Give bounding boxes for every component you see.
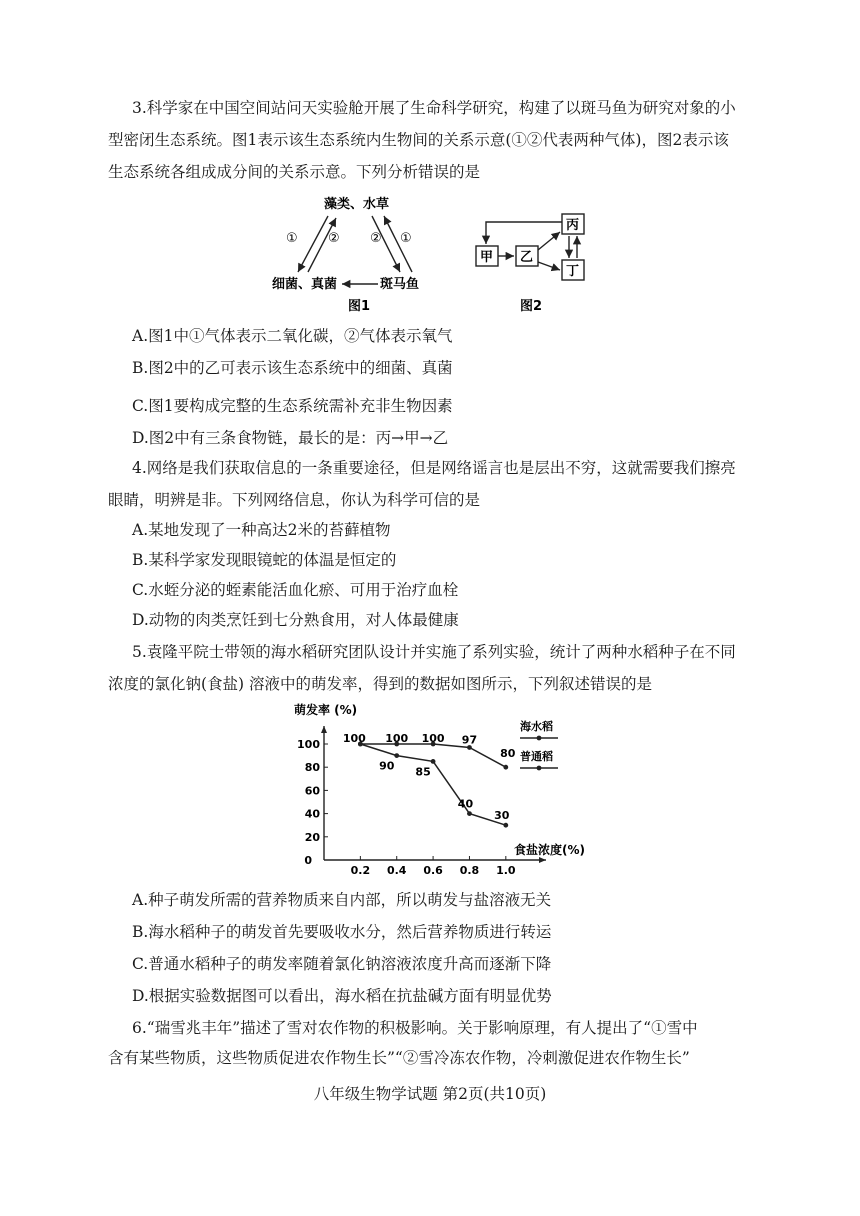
q4-stem-line2: 眼睛，明辨是非。下列网络信息，你认为科学可信的是 bbox=[108, 491, 481, 509]
fig2-caption: 图2 bbox=[520, 299, 543, 314]
data-point bbox=[503, 823, 508, 828]
fig1-caption: 图1 bbox=[348, 299, 371, 314]
q3-stem-line2: 型密闭生态系统。图1表示该生态系统内生物间的关系示意(①②代表两种气体)，图2表示该 bbox=[108, 131, 729, 149]
chart-legend bbox=[520, 719, 558, 770]
y-tick-label: 80 bbox=[304, 761, 320, 775]
figure-1-diagram bbox=[268, 192, 448, 314]
q5-option-b: B.海水稻种子的萌发首先要吸收水分，然后营养物质进行转运 bbox=[132, 923, 552, 941]
q5-option-a: A.种子萌发所需的营养物质来自内部，所以萌发与盐溶液无关 bbox=[132, 891, 552, 909]
q6-stem-line2: 含有某些物质，这些物质促进农作物生长”“②雪冷冻农作物，冷刺激促进农作物生长” bbox=[108, 1049, 690, 1067]
q3-option-a: A.图1中①气体表示二氧化碳，②气体表示氧气 bbox=[132, 327, 453, 345]
q5-option-d: D.根据实验数据图可以看出，海水稻在抗盐碱方面有明显优势 bbox=[132, 987, 552, 1005]
x-tick-label: 0.6 bbox=[423, 864, 443, 877]
legend-swatch-dot bbox=[537, 766, 542, 771]
figure-2-diagram bbox=[470, 192, 590, 314]
q5-option-c: C.普通水稻种子的萌发率随着氯化钠溶液浓度升高而逐渐下降 bbox=[132, 955, 552, 973]
q3-stem-line1: 3.科学家在中国空间站问天实验舱开展了生命科学研究，构建了以斑马鱼为研究对象的小 bbox=[132, 99, 736, 117]
data-point bbox=[394, 753, 399, 758]
fig2-node-d-label: 丁 bbox=[566, 264, 580, 279]
q4-option-c: C.水蛭分泌的蛭素能活血化瘀、可用于治疗血栓 bbox=[132, 581, 459, 599]
x-axis-label: 食盐浓度(%) bbox=[514, 843, 585, 857]
y-tick-label: 20 bbox=[304, 830, 320, 844]
fig1-marker1-left: ① bbox=[286, 231, 298, 246]
q3-option-b: B.图2中的乙可表示该生态系统中的细菌、真菌 bbox=[132, 359, 453, 377]
data-point bbox=[503, 765, 508, 770]
q4-option-a: A.某地发现了一种高达2米的苔藓植物 bbox=[132, 521, 391, 539]
fig2-arrow-c-to-a bbox=[486, 222, 562, 244]
data-label: 80 bbox=[500, 747, 516, 761]
fig1-right-label: 斑马鱼 bbox=[380, 277, 420, 292]
data-label: 100 bbox=[385, 732, 409, 745]
q5-stem-line2: 浓度的氯化钠(食盐) 溶液中的萌发率，得到的数据如图所示，下列叙述错误的是 bbox=[108, 675, 653, 693]
legend-label: 普通稻 bbox=[520, 750, 553, 763]
fig2-arrow-b-to-c bbox=[538, 232, 560, 250]
fig2-arrow-b-to-d bbox=[538, 262, 560, 270]
y-tick-label: 40 bbox=[304, 807, 320, 821]
germination-chart bbox=[290, 702, 585, 878]
q5-stem-line1: 5.袁隆平院士带领的海水稻研究团队设计并实施了系列实验，统计了两种水稻种子在不同 bbox=[132, 643, 736, 661]
fig1-top-label: 藻类、水草 bbox=[324, 197, 390, 212]
q4-option-d: D.动物的肉类烹饪到七分熟食用，对人体最健康 bbox=[132, 611, 459, 629]
q4-stem-line1: 4.网络是我们获取信息的一条重要途径，但是网络谣言也是层出不穷，这就需要我们擦亮 bbox=[132, 459, 736, 477]
y-axis-arrow bbox=[321, 726, 327, 733]
fig2-node-b-label: 乙 bbox=[520, 250, 534, 265]
fig1-left-label: 细菌、真菌 bbox=[272, 277, 338, 292]
q3-option-c: C.图1要构成完整的生态系统需补充非生物因素 bbox=[132, 397, 453, 415]
page-footer: 八年级生物学试题 第2页(共10页) bbox=[313, 1085, 547, 1103]
fig2-node-a-label: 甲 bbox=[480, 250, 494, 265]
legend-swatch-dot bbox=[537, 736, 542, 741]
data-point bbox=[431, 759, 436, 764]
data-label: 100 bbox=[342, 732, 366, 745]
data-label: 97 bbox=[461, 733, 478, 747]
chart-series bbox=[358, 742, 508, 828]
x-tick-label: 1.0 bbox=[496, 864, 516, 877]
data-label: 85 bbox=[415, 765, 431, 779]
data-label: 30 bbox=[494, 809, 510, 823]
q4-option-b: B.某科学家发现眼镜蛇的体温是恒定的 bbox=[132, 551, 397, 569]
fig1-marker2-left: ② bbox=[328, 231, 340, 246]
q3-stem-line3: 生态系统各组成成分间的关系示意。下列分析错误的是 bbox=[108, 163, 481, 181]
fig1-marker1-right: ① bbox=[400, 231, 412, 246]
fig2-node-c-label: 丙 bbox=[566, 218, 580, 233]
data-label: 90 bbox=[379, 759, 395, 773]
q3-option-d: D.图2中有三条食物链，最长的是：丙→甲→乙 bbox=[132, 429, 449, 447]
data-point bbox=[467, 811, 472, 816]
x-tick-label: 0.8 bbox=[459, 864, 480, 877]
y-tick-label: 100 bbox=[297, 738, 320, 751]
x-tick-label: 0.4 bbox=[386, 864, 407, 877]
y-axis-label: 萌发率 (%) bbox=[294, 703, 358, 717]
q6-stem-line1: 6.“瑞雪兆丰年”描述了雪对农作物的积极影响。关于影响原理，有人提出了“①雪中 bbox=[132, 1019, 698, 1037]
legend-label: 海水稻 bbox=[520, 720, 553, 733]
data-label: 100 bbox=[421, 732, 445, 745]
y-tick-label: 60 bbox=[304, 784, 320, 798]
x-axis-arrow bbox=[539, 857, 546, 863]
fig1-marker2-right: ② bbox=[370, 231, 382, 246]
origin-label: 0 bbox=[304, 854, 312, 867]
chart-labels bbox=[343, 732, 516, 822]
x-tick-label: 0.2 bbox=[350, 864, 371, 877]
data-label: 40 bbox=[457, 797, 474, 811]
